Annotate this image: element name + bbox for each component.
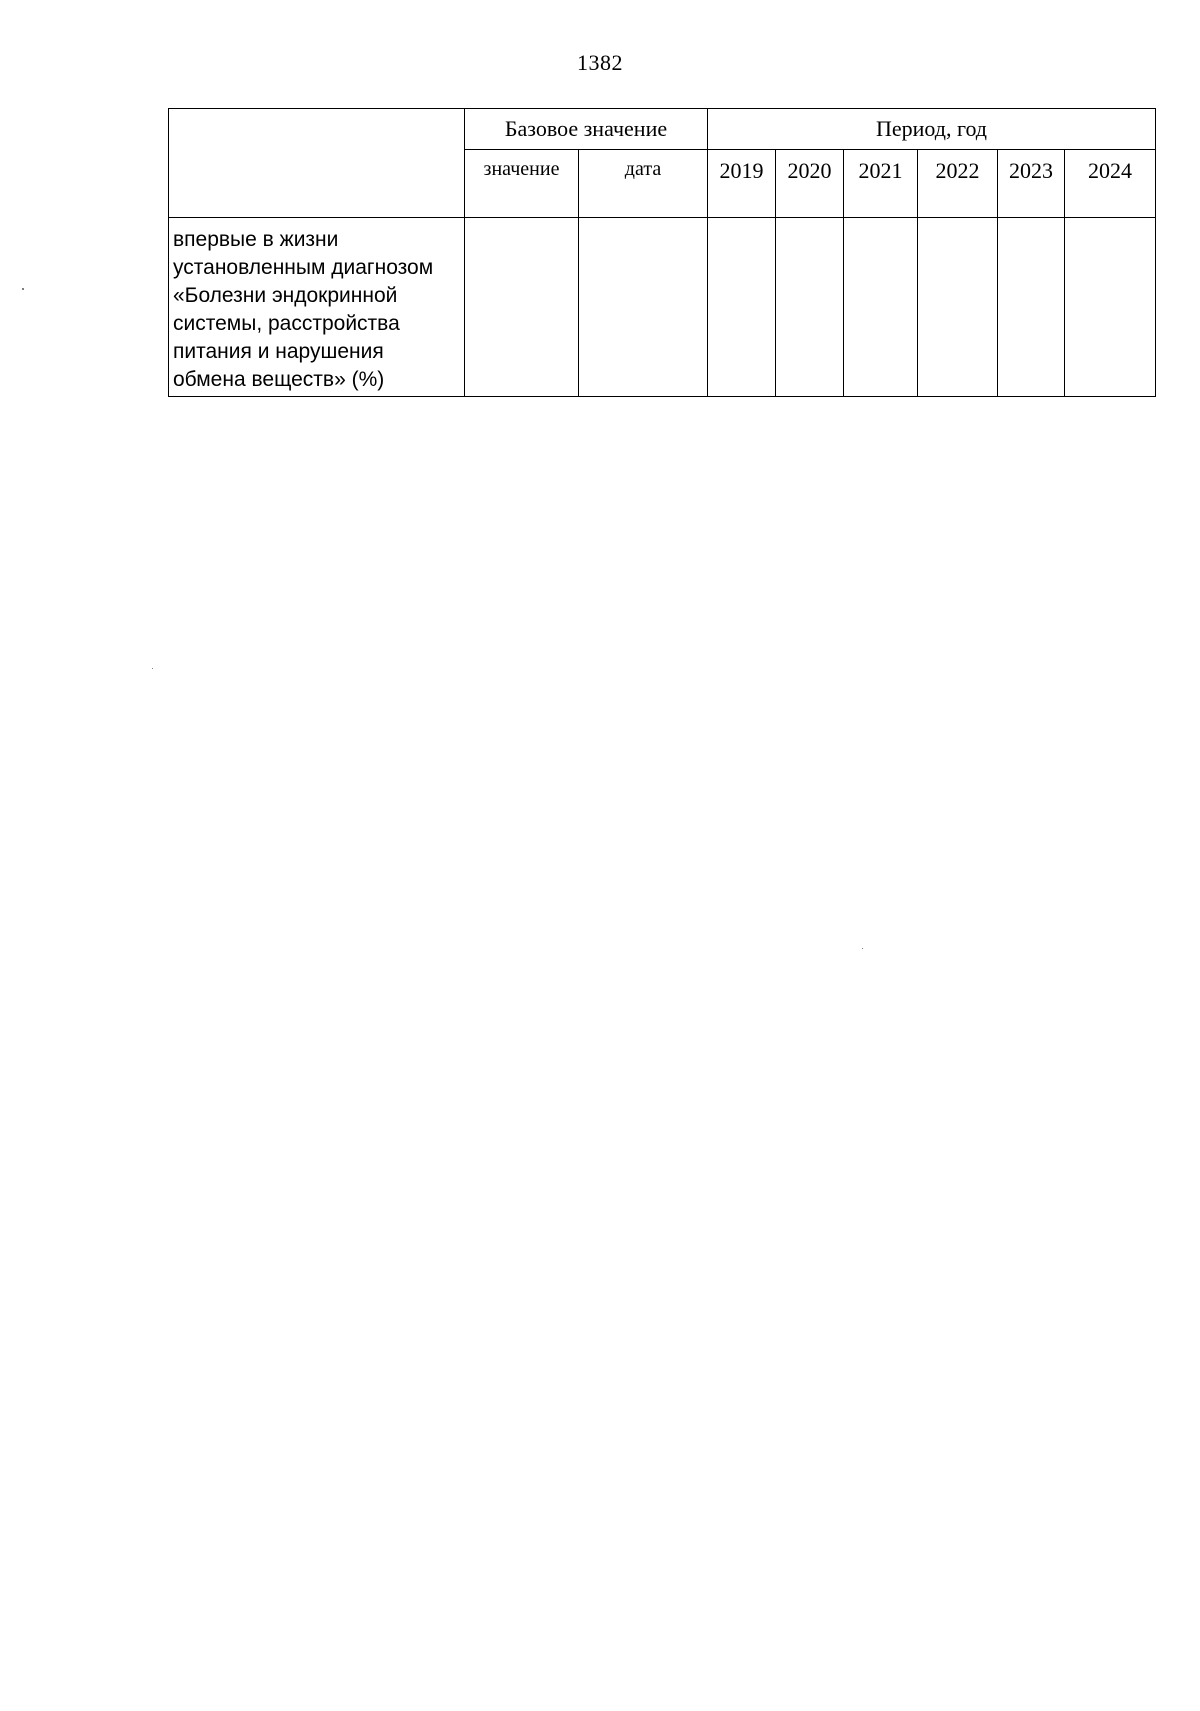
cell-2020 — [776, 218, 844, 397]
cell-2021 — [844, 218, 918, 397]
cell-2023 — [998, 218, 1065, 397]
cell-base-value — [465, 218, 579, 397]
year-header-2020: 2020 — [776, 150, 844, 218]
table-corner-cell — [169, 109, 465, 218]
year-header-2021: 2021 — [844, 150, 918, 218]
table-row — [169, 218, 1156, 397]
year-header-2022: 2022 — [918, 150, 998, 218]
year-header-2023: 2023 — [998, 150, 1065, 218]
header-period-year: Период, год — [708, 109, 1156, 150]
row-label: впервые в жизни установленным диагнозом «Болезни эндокринной системы, расстройства питания и нарушения обмена веществ» (%) — [169, 218, 465, 397]
scan-speck — [152, 668, 153, 669]
header-base-value: Базовое значение — [465, 109, 708, 150]
cell-2019 — [708, 218, 776, 397]
year-header-2019: 2019 — [708, 150, 776, 218]
year-header-2024: 2024 — [1065, 150, 1156, 218]
subheader-date: дата — [579, 150, 708, 218]
indicator-table — [168, 108, 1156, 397]
table-header-row-1 — [169, 109, 1156, 150]
cell-base-date — [579, 218, 708, 397]
cell-2022 — [918, 218, 998, 397]
cell-2024 — [1065, 218, 1156, 397]
page-number: 1382 — [577, 50, 623, 75]
scan-speck — [22, 288, 24, 290]
subheader-value: значение — [465, 150, 579, 218]
scan-speck — [862, 948, 863, 949]
